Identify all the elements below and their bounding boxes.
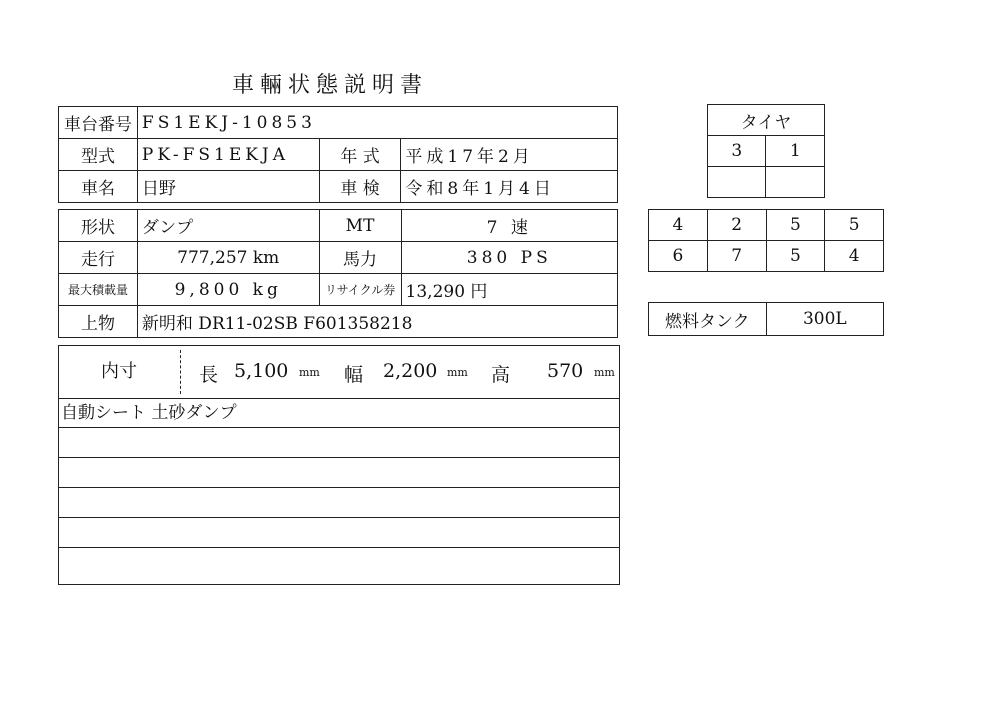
tire-grid-cell: 5: [766, 210, 825, 241]
mileage-label: 走行: [59, 242, 138, 274]
recycle-value: 13,290 円: [401, 274, 617, 306]
name-label: 車名: [59, 171, 138, 203]
height-unit: mm: [594, 366, 615, 379]
body-value: 新明和 DR11-02SB F601358218: [137, 306, 617, 338]
height-label: 高: [491, 364, 511, 386]
height-value: 570: [547, 360, 584, 382]
tire-grid-cell: 5: [766, 241, 825, 272]
tire-cell: [708, 167, 766, 198]
note-line: [59, 428, 619, 458]
tire-label: タイヤ: [708, 105, 825, 136]
tire-grid-cell: 7: [707, 241, 766, 272]
inspection-value: 令和8年1月4日: [401, 171, 618, 203]
dimensions-row: [59, 346, 619, 399]
mt-value: 7 速: [401, 210, 617, 242]
year-value: 平成17年2月: [401, 139, 618, 171]
length-label: 長: [199, 364, 219, 386]
specs-table: [58, 209, 618, 338]
model-value: PK-FS1EKJA: [137, 139, 319, 171]
width-value: 2,200: [383, 360, 438, 382]
tire-cell: 1: [766, 136, 825, 167]
note-line: [59, 548, 619, 578]
tire-grid-cell: 2: [707, 210, 766, 241]
tire-grid-cell: 4: [649, 210, 708, 241]
tire-grid: [648, 209, 884, 272]
fuel-value: 300L: [766, 303, 883, 336]
note-line: [59, 458, 619, 488]
vehicle-info-table: [58, 106, 618, 203]
length-value: 5,100: [234, 360, 289, 382]
model-label: 型式: [59, 139, 138, 171]
load-label: 最大積載量: [59, 274, 138, 306]
length-unit: mm: [299, 366, 320, 379]
document-title: 車輛状態説明書: [231, 73, 428, 98]
dimensions-label: 内寸: [101, 361, 137, 382]
tire-table: [707, 104, 825, 198]
mileage-value: 777,257 km: [137, 242, 319, 274]
tire-cell: [766, 167, 825, 198]
chassis-label: 車台番号: [59, 107, 138, 139]
shape-label: 形状: [59, 210, 138, 242]
dimensions-box: [58, 345, 620, 585]
mt-label: MT: [319, 210, 401, 242]
note-line: [59, 518, 619, 548]
power-label: 馬力: [319, 242, 401, 274]
tire-grid-cell: 6: [649, 241, 708, 272]
power-value: 380 PS: [401, 242, 617, 274]
year-label: 年 式: [319, 139, 401, 171]
width-unit: mm: [447, 366, 468, 379]
recycle-label: リサイクル券: [319, 274, 401, 306]
body-label: 上物: [59, 306, 138, 338]
fuel-table: [648, 302, 884, 336]
note-line: [59, 488, 619, 518]
dimensions-divider: [180, 350, 181, 394]
load-value: 9,800 kg: [137, 274, 319, 306]
inspection-label: 車 検: [319, 171, 401, 203]
tire-cell: 3: [708, 136, 766, 167]
name-value: 日野: [137, 171, 319, 203]
width-label: 幅: [344, 364, 364, 386]
tire-grid-cell: 4: [825, 241, 884, 272]
tire-grid-cell: 5: [825, 210, 884, 241]
fuel-label: 燃料タンク: [649, 303, 767, 336]
chassis-value: FS1EKJ-10853: [137, 107, 617, 139]
note-line: 自動シート 土砂ダンプ: [59, 398, 619, 428]
shape-value: ダンプ: [137, 210, 319, 242]
